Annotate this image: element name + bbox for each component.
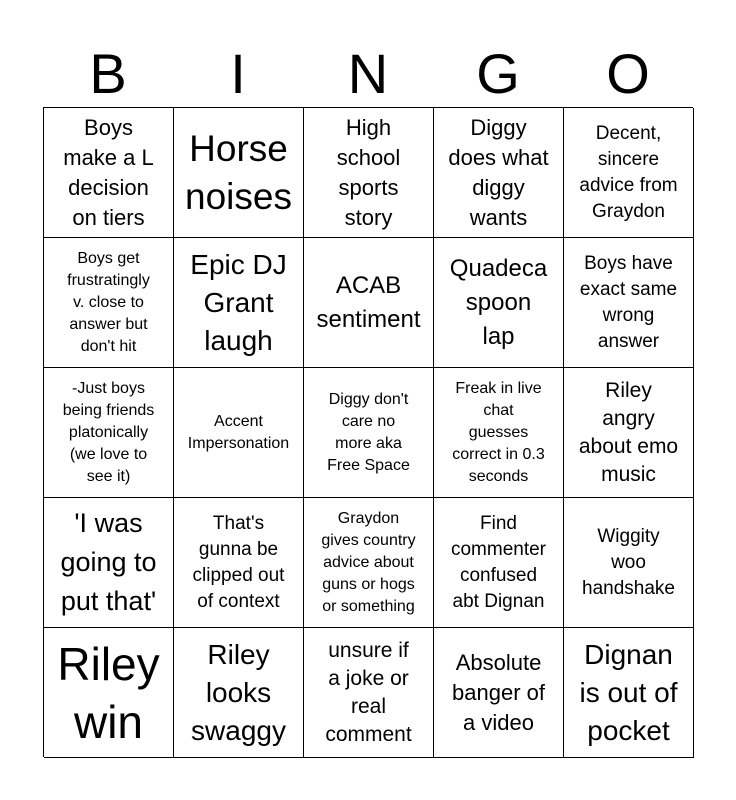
bingo-cell[interactable] [564, 368, 694, 498]
bingo-cell[interactable] [434, 628, 564, 758]
cell-text: 'I was going to put that' [60, 508, 157, 616]
cell-text: Find commenter confused abt Dignan [450, 512, 547, 612]
cell-text: Dignan is out of pocket [579, 638, 678, 746]
cell-text: Graydon gives country advice about guns or hogs or something [321, 509, 416, 615]
bingo-cell[interactable] [44, 628, 174, 758]
bingo-cell[interactable] [44, 108, 174, 238]
bingo-cell[interactable] [304, 498, 434, 628]
bingo-cell[interactable] [434, 498, 564, 628]
cell-text: Wiggity woo handshake [582, 525, 675, 599]
cell-text: Horse noises [185, 127, 292, 217]
bingo-header [43, 40, 693, 108]
bingo-cell[interactable] [564, 628, 694, 758]
bingo-cell[interactable] [174, 498, 304, 628]
bingo-cell[interactable] [564, 498, 694, 628]
bingo-cell[interactable] [174, 238, 304, 368]
cell-text: Boys make a L decision on tiers [63, 114, 154, 230]
bingo-cell[interactable] [174, 368, 304, 498]
cell-text: That's gunna be clipped out of context [192, 512, 285, 612]
bingo-cell[interactable] [304, 238, 434, 368]
cell-text: Accent Impersonation [187, 412, 290, 452]
bingo-cell[interactable] [434, 108, 564, 238]
header-letter-n: N [347, 42, 389, 105]
cell-text: Boys have exact same wrong answer [579, 252, 678, 352]
bingo-cell[interactable] [564, 238, 694, 368]
header-letter-o: O [606, 42, 650, 105]
bingo-cell[interactable] [434, 238, 564, 368]
bingo-cell[interactable] [434, 368, 564, 498]
header-letter-i: I [230, 42, 246, 105]
cell-text: Absolute banger of a video [452, 649, 545, 735]
cell-text: Riley angry about emo music [578, 378, 679, 486]
header-letter-g: G [476, 42, 520, 105]
cell-text: ACAB sentiment [316, 271, 421, 333]
bingo-cell[interactable] [304, 628, 434, 758]
bingo-grid [43, 107, 693, 757]
cell-text: -Just boys being friends platonically (we love to see it) [62, 379, 155, 485]
bingo-cell[interactable] [44, 238, 174, 368]
cell-text: Diggy does what diggy wants [448, 114, 549, 230]
cell-text: Epic DJ Grant laugh [190, 248, 287, 356]
cell-text: Decent, sincere advice from Graydon [579, 122, 678, 222]
cell-text: Quadeca spoon lap [449, 254, 548, 350]
cell-text: Diggy don't care no more aka Free Space [327, 390, 410, 474]
bingo-cell[interactable] [304, 108, 434, 238]
cell-text: Boys get frustratingly v. close to answer but don't hit [67, 249, 150, 355]
cell-text: Riley looks swaggy [191, 638, 286, 746]
cell-text: High school sports story [336, 114, 401, 230]
header-letter-b: B [89, 42, 127, 105]
cell-text: Freak in live chat guesses correct in 0.3 seconds [452, 379, 545, 485]
cell-text: unsure if a joke or real comment [325, 638, 412, 746]
bingo-cell[interactable] [174, 628, 304, 758]
bingo-cell[interactable] [44, 368, 174, 498]
bingo-cell[interactable] [564, 108, 694, 238]
bingo-cell[interactable] [44, 498, 174, 628]
bingo-cell[interactable] [304, 368, 434, 498]
cell-text: Riley win [57, 637, 160, 748]
bingo-cell[interactable] [174, 108, 304, 238]
